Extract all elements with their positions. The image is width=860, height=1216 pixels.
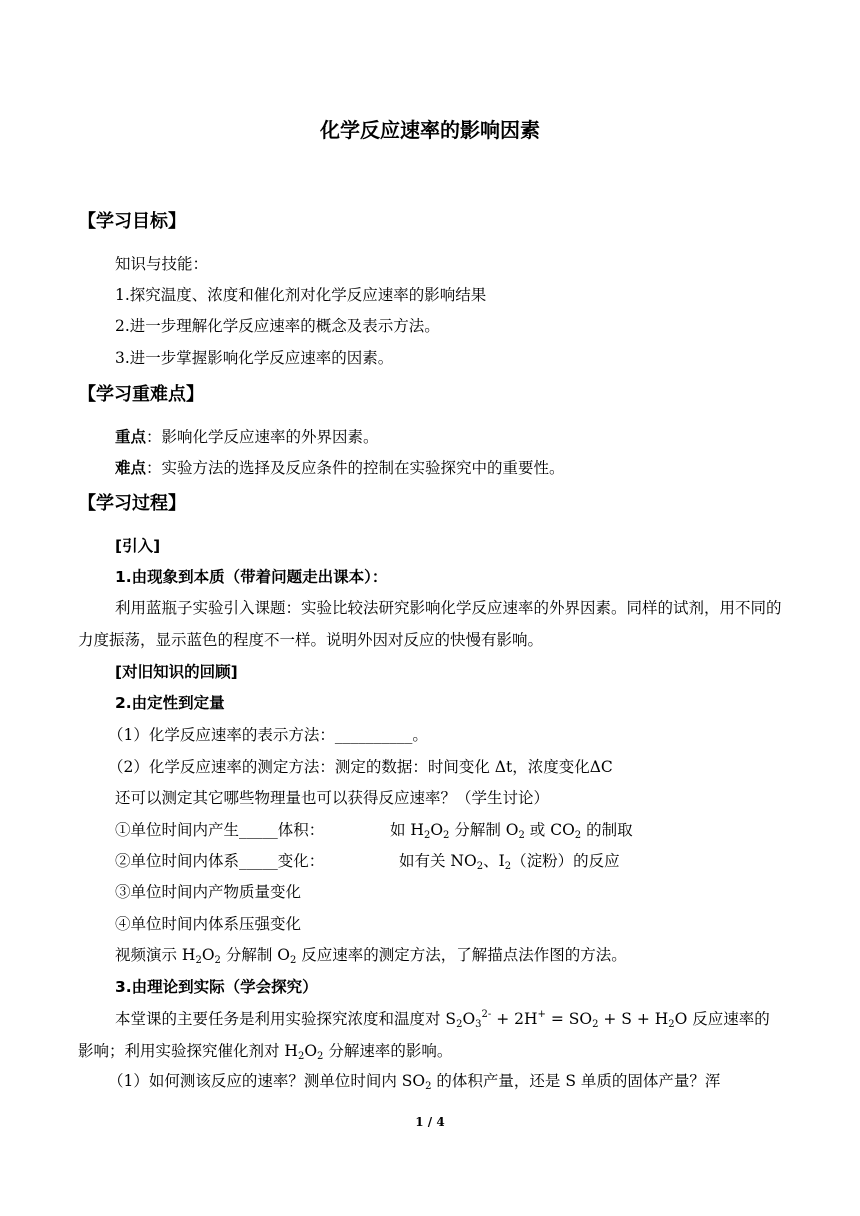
method-4: ④单位时间内体系压强变化 [115, 915, 302, 933]
document-title: 化学反应速率的影响因素 [320, 118, 540, 142]
objective-item-3: 3.进一步掌握影响化学反应速率的因素。 [115, 349, 394, 367]
key-text: ：影响化学反应速率的外界因素。 [146, 428, 379, 446]
difficulty-label: 难点 [115, 459, 147, 477]
section-3-heading: 3.由理论到实际（学会探究） [115, 978, 318, 996]
measurement-question: （1）如何测该反应的速率？测单位时间内 $SO_2$ 的体积产量，还是 S 单质的固体产量？浑 [108, 1072, 721, 1092]
difficulty-point [115, 458, 565, 478]
method-1-example: 如 $H_2O_2$ 分解制 $O_2$ 或 $CO_2$ 的制取 [390, 821, 633, 841]
item-rate-measurement: （2）化学反应速率的测定方法：测定的数据：时间变化 Δt，浓度变化ΔC [108, 758, 613, 776]
method-2: ②单位时间内体系_____变化： [115, 852, 325, 870]
review-tag: [对旧知识的回顾] [115, 663, 238, 681]
method-3: ③单位时间内产物质量变化 [115, 883, 302, 901]
key-label: 重点 [115, 428, 147, 446]
section-1-heading: 1.由现象到本质（带着问题走出课本）： [115, 568, 388, 586]
section-1-paragraph: 利用蓝瓶子实验引入课题：实验比较法研究影响化学反应速率的外界因素。同样的试剂，用不同的力度振荡，显示蓝色的程度不一样。说明外因对反应的快慢有影响。 [78, 599, 782, 649]
intro-tag: [引入] [115, 537, 161, 555]
method-1: ①单位时间内产生_____体积： [115, 821, 325, 839]
heading-key-points: 【学习重难点】 [78, 384, 204, 405]
objectives-intro: 知识与技能： [115, 255, 209, 273]
method-2-example: 如有关 $NO_2$、$I_2$（淀粉）的反应 [399, 852, 620, 872]
page-number: 1 / 4 [415, 1115, 445, 1129]
task-paragraph: 本堂课的主要任务是利用实验探究浓度和温度对 $S_2O_3^{2-} + 2H^+ = SO_2 + S + H_2O$ 反应速率的影响；利用实验探究催化剂对 $H_2O_2$ 分解速率的影响。 [78, 1009, 770, 1062]
difficulty-text: ：实验方法的选择及反应条件的控制在实验探究中的重要性。 [146, 459, 565, 477]
video-demo: 视频演示 $H_2O_2$ 分解制 $O_2$ 反应速率的测定方法，了解描点法作图的方法。 [115, 946, 627, 966]
objective-item-2: 2.进一步理解化学反应速率的概念及表示方法。 [115, 317, 440, 335]
heading-process: 【学习过程】 [78, 493, 186, 514]
section-2-heading: 2.由定性到定量 [115, 694, 225, 712]
objective-item-1: 1.探究温度、浓度和催化剂对化学反应速率的影响结果 [115, 286, 487, 304]
heading-objectives: 【学习目标】 [78, 211, 186, 232]
item-rate-expression: （1）化学反应速率的表示方法：__________。 [108, 726, 428, 744]
key-point [115, 427, 379, 447]
discussion-question: 还可以测定其它哪些物理量也可以获得反应速率？（学生讨论） [115, 789, 550, 807]
